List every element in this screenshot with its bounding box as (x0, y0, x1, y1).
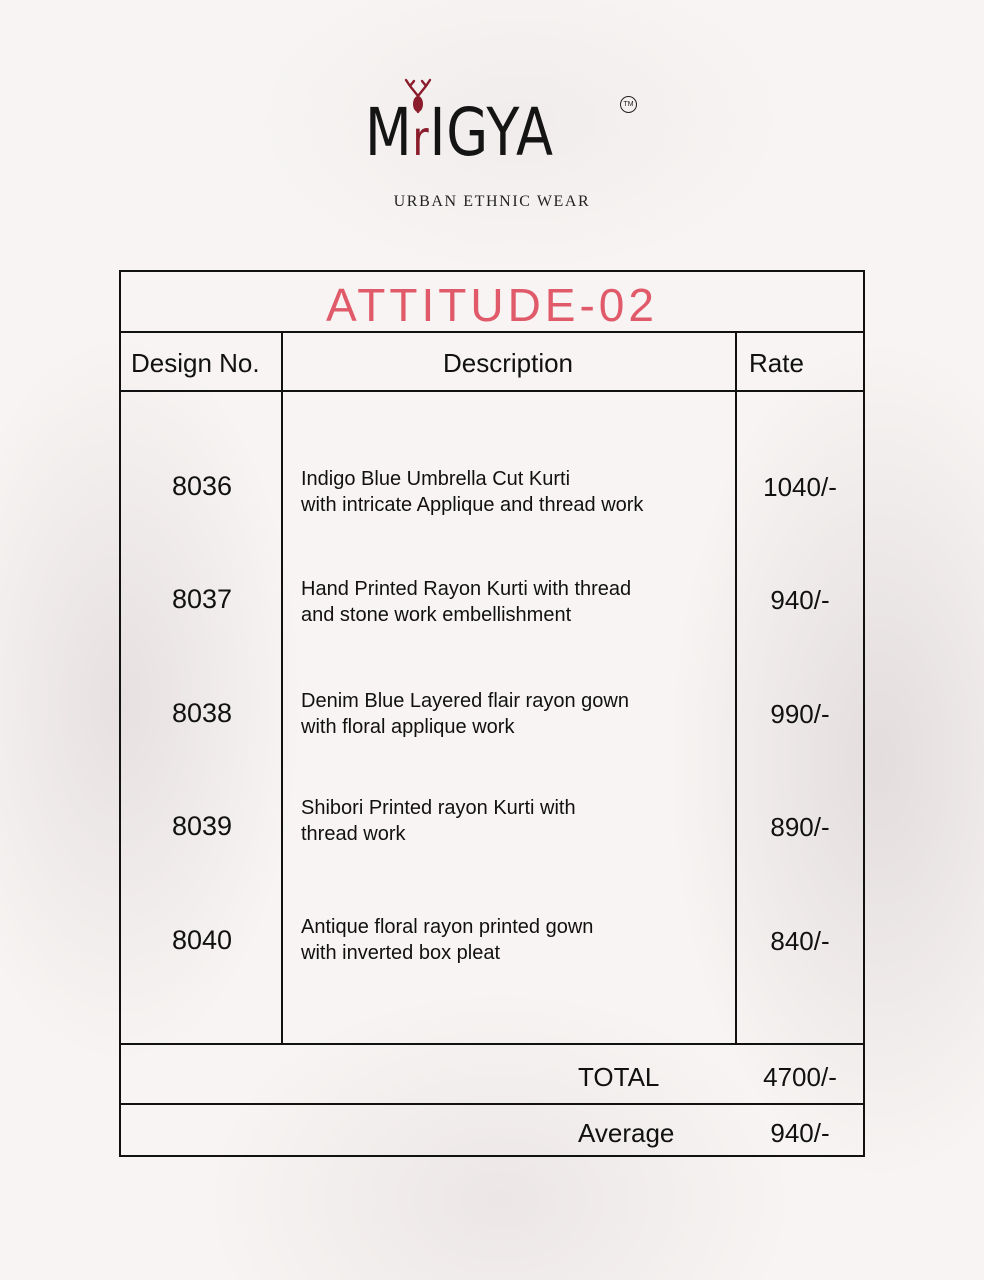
header-design-no: Design No. (131, 348, 260, 378)
design-no-cell: 8040 (171, 925, 233, 955)
divider (121, 390, 863, 392)
header-rate: Rate (749, 348, 804, 378)
average-label: Average (578, 1118, 675, 1148)
brand-tagline: URBAN ETHNIC WEAR (393, 193, 591, 210)
header-description: Description (442, 348, 574, 378)
rate-cell: 890/- (770, 812, 830, 842)
price-table (119, 270, 865, 1157)
total-label: TOTAL (578, 1062, 660, 1092)
rate-cell: 990/- (770, 699, 830, 729)
description-cell: Hand Printed Rayon Kurti with thread and stone work embellishment (301, 578, 632, 626)
rate-cell: 840/- (770, 926, 830, 956)
divider (121, 331, 863, 333)
divider (121, 1043, 863, 1045)
design-no-cell: 8037 (171, 584, 233, 614)
total-value: 4700/- (763, 1062, 837, 1092)
design-no-cell: 8036 (171, 471, 233, 501)
divider (121, 1103, 863, 1105)
brand-wordmark: MrIGYA (365, 94, 554, 171)
average-value: 940/- (770, 1118, 830, 1148)
description-cell: Shibori Printed rayon Kurti with thread work (301, 797, 576, 845)
description-cell: Antique floral rayon printed gown with inverted box pleat (301, 916, 594, 964)
rate-cell: 1040/- (763, 472, 837, 502)
design-no-cell: 8038 (171, 698, 233, 728)
trademark-badge: TM (620, 96, 637, 113)
description-cell: Denim Blue Layered flair rayon gown with floral applique work (301, 690, 629, 738)
design-no-cell: 8039 (171, 811, 233, 841)
brand-logo (0, 78, 984, 218)
catalog-title: ATTITUDE-02 (326, 279, 658, 331)
rate-cell: 940/- (770, 585, 830, 615)
description-cell: Indigo Blue Umbrella Cut Kurti with intricate Applique and thread work (301, 468, 644, 516)
